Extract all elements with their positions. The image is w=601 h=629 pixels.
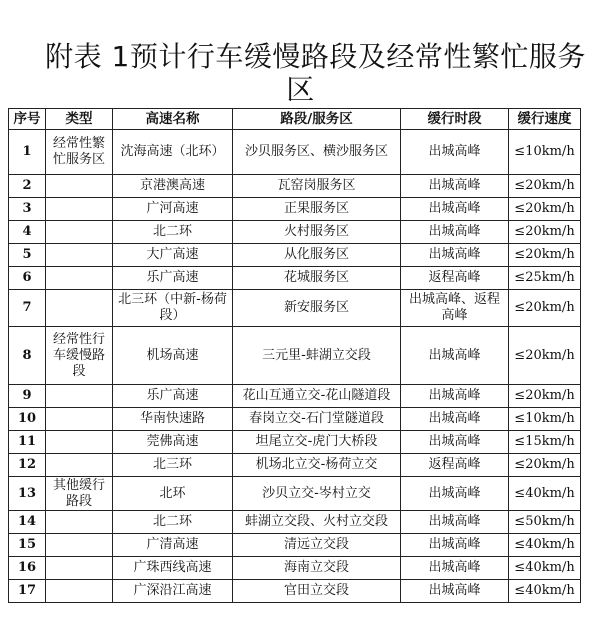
cell-road: 北环 xyxy=(113,477,233,511)
cell-speed: ≤25km/h xyxy=(509,267,581,290)
table-title-line-1: 附表 1预计行车缓慢路段及经常性繁忙服务 xyxy=(45,40,586,73)
cell-section: 从化服务区 xyxy=(233,244,401,267)
table-title-line-2: 区 xyxy=(286,73,315,106)
header-section: 路段/服务区 xyxy=(233,109,401,130)
cell-section: 正果服务区 xyxy=(233,198,401,221)
cell-type: 经常性繁忙服务区 xyxy=(46,130,113,175)
cell-road: 北二环 xyxy=(113,511,233,534)
cell-speed: ≤20km/h xyxy=(509,327,581,385)
header-speed: 缓行速度 xyxy=(509,109,581,130)
cell-road: 京港澳高速 xyxy=(113,175,233,198)
cell-period: 出城高峰 xyxy=(401,327,509,385)
cell-type xyxy=(46,511,113,534)
table-row xyxy=(9,534,581,557)
cell-speed: ≤50km/h xyxy=(509,511,581,534)
cell-section: 蚌湖立交段、火村立交段 xyxy=(233,511,401,534)
cell-type xyxy=(46,431,113,454)
table-row xyxy=(9,385,581,408)
cell-road: 乐广高速 xyxy=(113,385,233,408)
cell-road: 机场高速 xyxy=(113,327,233,385)
cell-type xyxy=(46,408,113,431)
cell-road: 北二环 xyxy=(113,221,233,244)
cell-section: 三元里-蚌湖立交段 xyxy=(233,327,401,385)
table-row xyxy=(9,175,581,198)
cell-no: 6 xyxy=(9,267,46,290)
cell-no: 13 xyxy=(9,477,46,511)
cell-speed: ≤10km/h xyxy=(509,408,581,431)
cell-period: 出城高峰 xyxy=(401,580,509,603)
cell-road: 广清高速 xyxy=(113,534,233,557)
cell-speed: ≤20km/h xyxy=(509,385,581,408)
cell-period: 出城高峰 xyxy=(401,221,509,244)
cell-no: 15 xyxy=(9,534,46,557)
cell-period: 返程高峰 xyxy=(401,267,509,290)
table-row xyxy=(9,511,581,534)
cell-period: 出城高峰 xyxy=(401,477,509,511)
header-type: 类型 xyxy=(46,109,113,130)
cell-section: 沙贝服务区、横沙服务区 xyxy=(233,130,401,175)
cell-road: 广深沿江高速 xyxy=(113,580,233,603)
cell-speed: ≤20km/h xyxy=(509,244,581,267)
cell-section: 春岗立交-石门堂隧道段 xyxy=(233,408,401,431)
cell-period: 出城高峰 xyxy=(401,511,509,534)
cell-section: 火村服务区 xyxy=(233,221,401,244)
cell-type: 其他缓行路段 xyxy=(46,477,113,511)
cell-section: 坦尾立交-虎门大桥段 xyxy=(233,431,401,454)
table-row xyxy=(9,198,581,221)
cell-period: 出城高峰 xyxy=(401,175,509,198)
cell-period: 返程高峰 xyxy=(401,454,509,477)
cell-period: 出城高峰 xyxy=(401,130,509,175)
table-row xyxy=(9,327,581,385)
cell-type xyxy=(46,175,113,198)
table-row xyxy=(9,130,581,175)
table-title xyxy=(0,40,601,106)
table-row xyxy=(9,557,581,580)
cell-road: 华南快速路 xyxy=(113,408,233,431)
cell-section: 瓦窑岗服务区 xyxy=(233,175,401,198)
table-row xyxy=(9,454,581,477)
table-row xyxy=(9,431,581,454)
cell-no: 7 xyxy=(9,290,46,327)
cell-section: 新安服务区 xyxy=(233,290,401,327)
cell-type xyxy=(46,244,113,267)
cell-type xyxy=(46,221,113,244)
table-row xyxy=(9,244,581,267)
cell-type xyxy=(46,580,113,603)
header-period: 缓行时段 xyxy=(401,109,509,130)
cell-section: 清远立交段 xyxy=(233,534,401,557)
cell-speed: ≤20km/h xyxy=(509,290,581,327)
cell-road: 广珠西线高速 xyxy=(113,557,233,580)
cell-speed: ≤40km/h xyxy=(509,557,581,580)
cell-type xyxy=(46,267,113,290)
cell-speed: ≤20km/h xyxy=(509,175,581,198)
cell-type: 经常性行车缓慢路段 xyxy=(46,327,113,385)
cell-speed: ≤15km/h xyxy=(509,431,581,454)
cell-no: 5 xyxy=(9,244,46,267)
table-row xyxy=(9,477,581,511)
cell-section: 海南立交段 xyxy=(233,557,401,580)
cell-road: 莞佛高速 xyxy=(113,431,233,454)
cell-road: 乐广高速 xyxy=(113,267,233,290)
cell-section: 机场北立交-杨荷立交 xyxy=(233,454,401,477)
cell-road: 北三环（中新-杨荷段） xyxy=(113,290,233,327)
cell-no: 14 xyxy=(9,511,46,534)
cell-no: 12 xyxy=(9,454,46,477)
cell-speed: ≤10km/h xyxy=(509,130,581,175)
cell-type xyxy=(46,557,113,580)
header-row xyxy=(9,109,581,130)
cell-type xyxy=(46,385,113,408)
table-row xyxy=(9,408,581,431)
cell-section: 沙贝立交-岑村立交 xyxy=(233,477,401,511)
cell-no: 16 xyxy=(9,557,46,580)
header-road: 高速名称 xyxy=(113,109,233,130)
cell-type xyxy=(46,290,113,327)
cell-road: 大广高速 xyxy=(113,244,233,267)
cell-no: 3 xyxy=(9,198,46,221)
cell-no: 10 xyxy=(9,408,46,431)
cell-no: 1 xyxy=(9,130,46,175)
cell-period: 出城高峰 xyxy=(401,198,509,221)
cell-period: 出城高峰 xyxy=(401,408,509,431)
cell-no: 17 xyxy=(9,580,46,603)
cell-speed: ≤40km/h xyxy=(509,477,581,511)
cell-period: 出城高峰 xyxy=(401,557,509,580)
cell-period: 出城高峰、返程高峰 xyxy=(401,290,509,327)
header-no: 序号 xyxy=(9,109,46,130)
cell-no: 11 xyxy=(9,431,46,454)
table-row xyxy=(9,267,581,290)
cell-road: 沈海高速（北环） xyxy=(113,130,233,175)
cell-no: 4 xyxy=(9,221,46,244)
cell-road: 北三环 xyxy=(113,454,233,477)
cell-speed: ≤20km/h xyxy=(509,454,581,477)
table-row xyxy=(9,580,581,603)
cell-type xyxy=(46,198,113,221)
cell-speed: ≤20km/h xyxy=(509,198,581,221)
cell-period: 出城高峰 xyxy=(401,385,509,408)
cell-section: 花山互通立交-花山隧道段 xyxy=(233,385,401,408)
table-row xyxy=(9,290,581,327)
cell-type xyxy=(46,454,113,477)
cell-period: 出城高峰 xyxy=(401,431,509,454)
table-row xyxy=(9,221,581,244)
cell-period: 出城高峰 xyxy=(401,244,509,267)
cell-speed: ≤40km/h xyxy=(509,580,581,603)
cell-section: 花城服务区 xyxy=(233,267,401,290)
cell-no: 8 xyxy=(9,327,46,385)
cell-type xyxy=(46,534,113,557)
cell-road: 广河高速 xyxy=(113,198,233,221)
cell-no: 9 xyxy=(9,385,46,408)
cell-period: 出城高峰 xyxy=(401,534,509,557)
cell-section: 官田立交段 xyxy=(233,580,401,603)
cell-speed: ≤40km/h xyxy=(509,534,581,557)
cell-no: 2 xyxy=(9,175,46,198)
cell-speed: ≤20km/h xyxy=(509,221,581,244)
congestion-table xyxy=(8,108,581,603)
